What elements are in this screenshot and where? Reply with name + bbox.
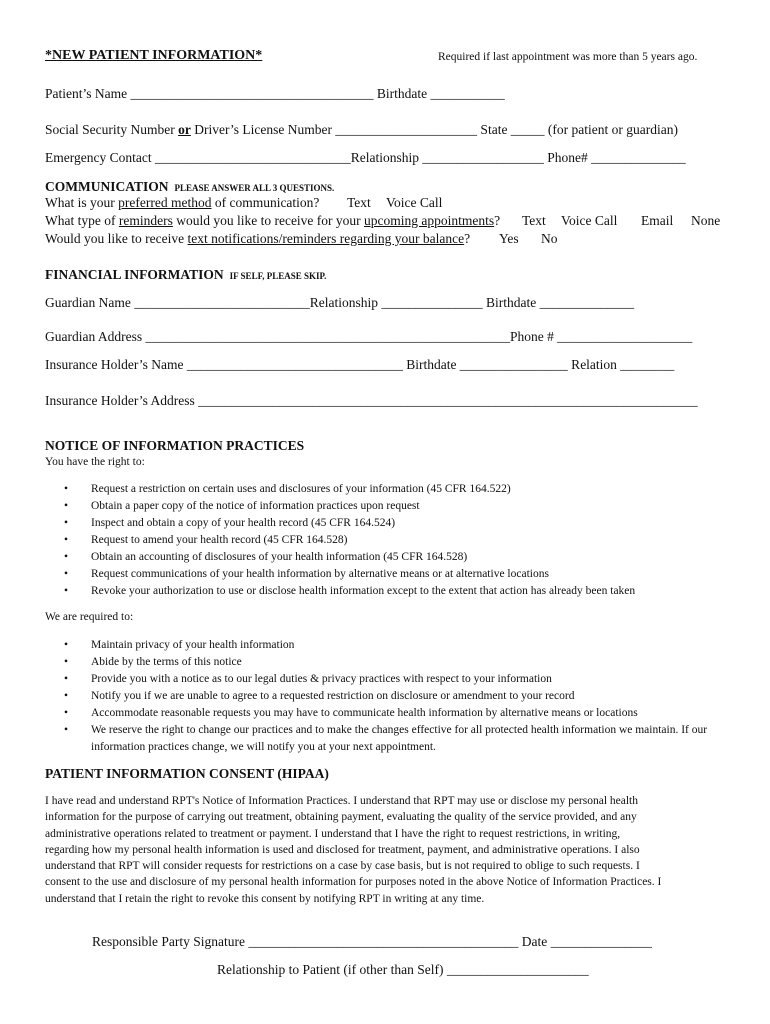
required-item: • We reserve the right to change our practices and to make the changes effective for all protected health information we maintain. If our information practices change, we will notify you at your next appointment.: [64, 722, 711, 756]
required-item: • Provide you with a notice as to our legal duties & privacy practices with respect to your information: [64, 671, 711, 688]
q2-option-text[interactable]: Text: [522, 213, 546, 228]
consent-line: understand that RPT will consider requests for restrictions on a case by case basis, but is not required to oblige to such requests. I: [45, 860, 640, 873]
q1-option-voice-call[interactable]: Voice Call: [386, 195, 443, 210]
ssn-label: Social Security Number: [45, 122, 179, 137]
q2-option-none[interactable]: None: [691, 213, 721, 228]
consent-line: information for the purpose of carrying out treatment, obtaining payment, evaluating the quality of the service provided, and any: [45, 811, 637, 824]
q2-option-email[interactable]: Email: [641, 213, 674, 228]
communication-note: PLEASE ANSWER ALL 3 QUESTIONS.: [174, 183, 335, 193]
q1-option-text[interactable]: Text: [347, 195, 371, 210]
notice-heading: NOTICE OF INFORMATION PRACTICES: [45, 438, 305, 453]
consent-line: regarding how my personal health information is used and disclosed for treatment, payment, and administrative operations. I also: [45, 843, 640, 856]
rights-item: • Request to amend your health record (45 CFR 164.528): [64, 532, 635, 549]
ssn-or: or: [178, 122, 191, 137]
communication-question-3: Would you like to receive text notifications/reminders regarding your balance?: [45, 231, 471, 246]
communication-heading: COMMUNICATION: [45, 179, 169, 194]
required-item: • Notify you if we are unable to agree to a requested restriction on disclosure or amendment to your record: [64, 688, 711, 705]
requirement-note: Required if last appointment was more than 5 years ago.: [438, 51, 698, 63]
financial-note: IF SELF, PLEASE SKIP.: [229, 271, 327, 281]
emergency-contact-field[interactable]: Emergency Contact _____________________________Relationship __________________ Phone# ______________: [45, 150, 686, 165]
consent-line: I have read and understand RPT's Notice of Information Practices. I understand that RPT may use or disclose my personal health: [45, 795, 638, 807]
rights-item: • Revoke your authorization to use or disclose health information except to the extent that action has already been taken: [64, 583, 635, 600]
required-list: [64, 637, 711, 756]
form-title: *NEW PATIENT INFORMATION*: [45, 48, 263, 63]
q3-option-no[interactable]: No: [541, 231, 558, 246]
consent-paragraph: [45, 793, 735, 907]
q3-option-yes[interactable]: Yes: [499, 231, 519, 246]
insurance-holder-address-field[interactable]: Insurance Holder’s Address __________________________________________________________________________: [45, 393, 698, 408]
rights-item: • Inspect and obtain a copy of your health record (45 CFR 164.524): [64, 515, 635, 532]
required-item: • Maintain privacy of your health information: [64, 637, 711, 654]
communication-question-1: What is your preferred method of communication?: [45, 195, 320, 210]
q2-option-voice-call[interactable]: Voice Call: [561, 213, 618, 228]
communication-heading-row: [45, 178, 334, 196]
required-intro: We are required to:: [45, 611, 134, 623]
rights-intro: You have the right to:: [45, 456, 145, 468]
rights-item: • Request a restriction on certain uses and disclosures of your information (45 CFR 164.522): [64, 481, 635, 498]
consent-line: consent to the use and disclosure of my personal health information for purposes noted in the above Notice of Information Practices. I: [45, 876, 662, 889]
communication-question-2: What type of reminders would you like to receive for your upcoming appointments?: [45, 213, 501, 228]
insurance-holder-name-field[interactable]: Insurance Holder’s Name ________________________________ Birthdate ________________ Relation ________: [45, 357, 675, 372]
ssn-field[interactable]: [45, 122, 678, 138]
rights-item: • Request communications of your health information by alternative means or at alternative locations: [64, 566, 635, 583]
required-item: • Accommodate reasonable requests you may have to communicate health information by alternative means or locations: [64, 705, 711, 722]
rights-item: • Obtain an accounting of disclosures of your health information (45 CFR 164.528): [64, 549, 635, 566]
patient-name-field[interactable]: Patient’s Name ____________________________________ Birthdate ___________: [45, 86, 505, 101]
consent-line: administrative operations related to treatment or payment. I understand that I have the right to request restrictions, in writing,: [45, 827, 621, 840]
rights-item: • Obtain a paper copy of the notice of information practices upon request: [64, 498, 635, 515]
relationship-to-patient-field[interactable]: Relationship to Patient (if other than Self) _____________________: [217, 962, 589, 977]
consent-heading: PATIENT INFORMATION CONSENT (HIPAA): [45, 766, 329, 781]
guardian-name-field[interactable]: Guardian Name __________________________Relationship _______________ Birthdate ______________: [45, 295, 635, 310]
required-item: • Abide by the terms of this notice: [64, 654, 711, 671]
guardian-address-field[interactable]: Guardian Address ______________________________________________________Phone # ____________________: [45, 329, 693, 344]
consent-line: understand that I retain the right to revoke this consent by notifying RPT in writing at any time.: [45, 892, 485, 905]
financial-heading: FINANCIAL INFORMATION: [45, 267, 224, 282]
financial-heading-row: [45, 266, 326, 284]
signature-field[interactable]: Responsible Party Signature ________________________________________ Date _______________: [92, 934, 652, 949]
rights-list: [64, 481, 635, 600]
ssn-rest: Driver’s License Number _____________________ State _____ (for patient or guardian): [190, 122, 678, 137]
